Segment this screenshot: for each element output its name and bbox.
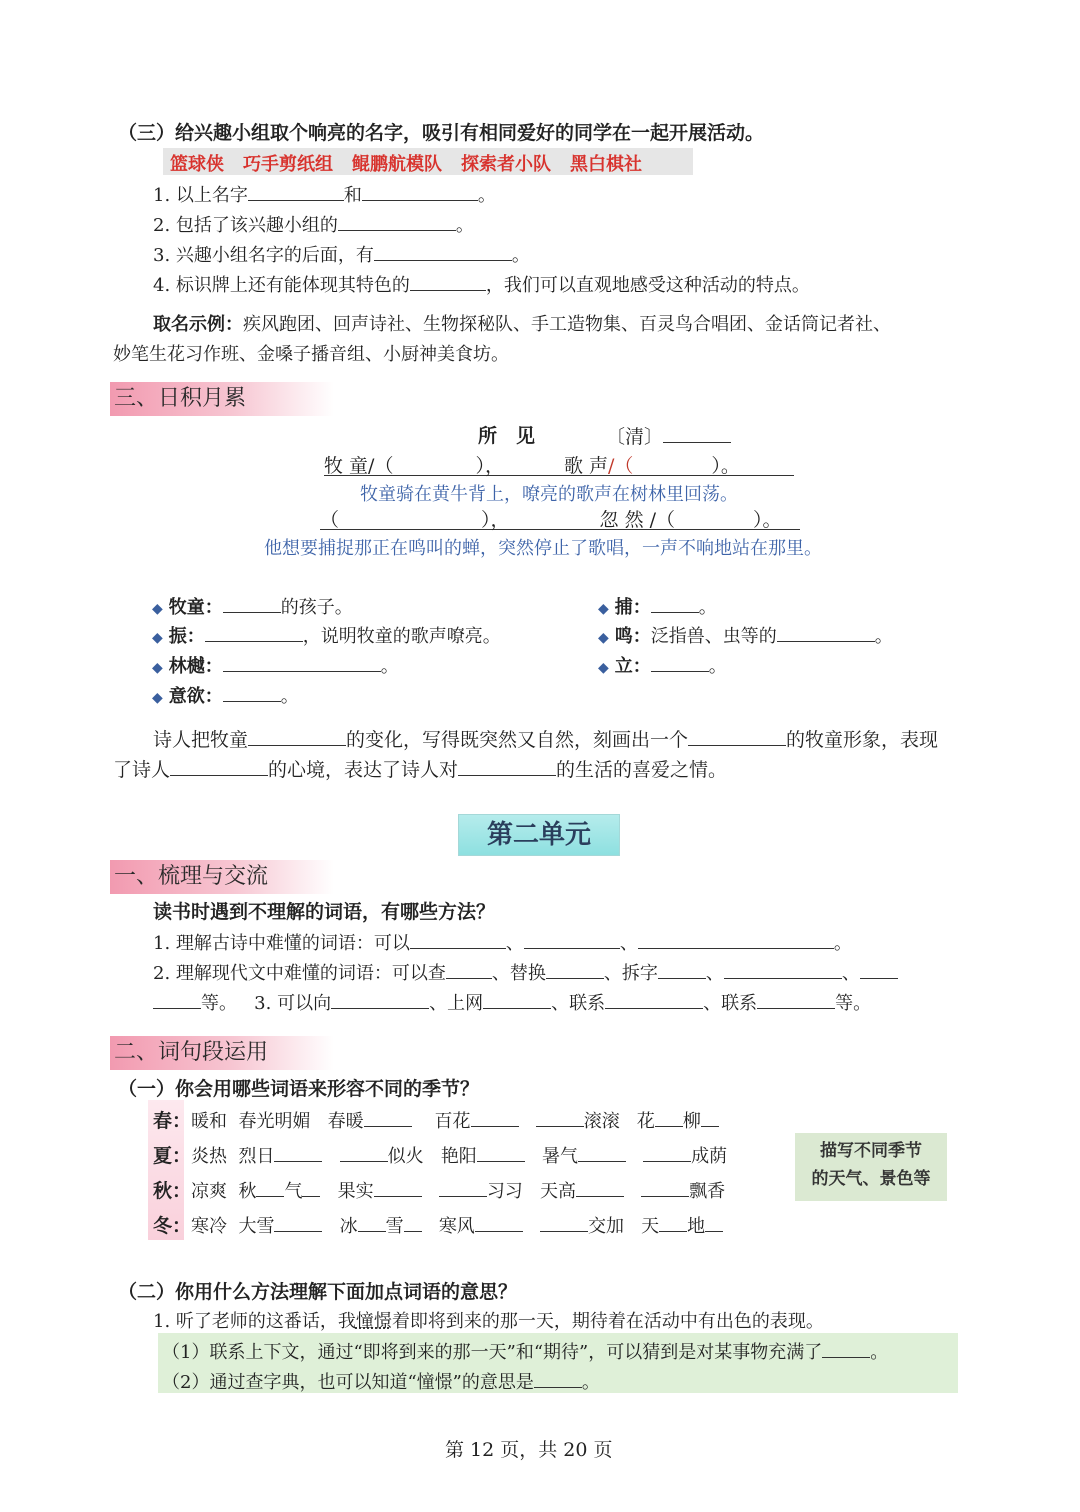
answer-blank[interactable]: [362, 180, 478, 201]
answer-blank[interactable]: [659, 1211, 687, 1232]
season-row-autumn: 秋：凉爽 秋 气 果实 习习 天高 飘香: [153, 1176, 725, 1203]
answer-blank[interactable]: [578, 1141, 626, 1162]
diamond-bullet-icon: ◆: [152, 659, 163, 676]
answer-blank[interactable]: [688, 724, 786, 746]
section-header-usage: 二、词句段运用: [110, 1036, 334, 1070]
diamond-bullet-icon: ◆: [598, 600, 609, 617]
answer-blank[interactable]: [223, 651, 381, 672]
note-zhen: ◆ 振： ，说明牧童的歌声嘹亮。: [152, 621, 501, 648]
answer-blank[interactable]: [340, 1141, 388, 1162]
part3-heading: （三）给兴趣小组取个响亮的名字，吸引有相同爱好的同学在一起开展活动。: [118, 122, 765, 144]
group-name: 巧手剪纸组: [243, 154, 333, 175]
answer-blank[interactable]: [655, 1106, 683, 1127]
question-1: 1. 以上名字 和 。: [153, 180, 496, 207]
section-header-accumulate: 三、日积月累: [110, 382, 334, 416]
answer-blank[interactable]: [170, 754, 268, 776]
answer-blank[interactable]: [860, 958, 898, 979]
answer-blank[interactable]: [638, 928, 834, 949]
answer-blank[interactable]: [410, 928, 506, 949]
answer-blank[interactable]: [205, 621, 303, 642]
answer-blank[interactable]: [536, 1106, 584, 1127]
diamond-bullet-icon: ◆: [598, 659, 609, 676]
diamond-bullet-icon: ◆: [152, 689, 163, 706]
seasons-question: （一）你会用哪些词语来形容不同的季节？: [118, 1078, 480, 1100]
answer-blank[interactable]: [777, 621, 875, 642]
answer-blank[interactable]: [458, 754, 556, 776]
answer-blank[interactable]: [757, 988, 835, 1009]
unit-title: 第二单元: [458, 814, 620, 856]
answer-blank[interactable]: [705, 1211, 723, 1232]
answer-blank[interactable]: [641, 1176, 689, 1197]
group-name: 鲲鹏航模队: [352, 154, 442, 175]
poem-translation-2: 他想要捕捉那正在鸣叫的蝉，突然停止了歌唱，一声不响地站在那里。: [264, 538, 822, 559]
group-name: 篮球侠: [170, 154, 224, 175]
page-number: 第 12 页，共 20 页: [445, 1439, 613, 1461]
answer-blank[interactable]: [302, 1176, 320, 1197]
answer-blank[interactable]: [483, 988, 551, 1009]
poem-line-2: （ ）， 忽 然 /（ ）。: [320, 505, 800, 530]
question-2: 2. 包括了该兴趣小组的 。: [153, 210, 474, 237]
group-name: 探索者小队: [461, 154, 551, 175]
answer-blank[interactable]: [701, 1106, 719, 1127]
poem-title: 所 见: [478, 425, 536, 447]
season-row-spring: 春：暖和 春光明媚 春暖 百花 滚滚 花 柳: [153, 1106, 719, 1133]
answer-blank[interactable]: [524, 928, 620, 949]
answer-blank[interactable]: [374, 1176, 422, 1197]
answer-blank[interactable]: [651, 651, 709, 672]
answer-blank[interactable]: [822, 1337, 870, 1358]
answer-2: （2）通过查字典，也可以知道“憧憬”的意思是 。: [162, 1367, 600, 1394]
method-3: 等。 3. 可以向 、上网 、联系 、联系 等。: [153, 988, 871, 1015]
method-1: 1. 理解古诗中难懂的词语：可以 、 、 。: [153, 928, 852, 955]
answer-blank[interactable]: [651, 592, 699, 613]
methods-question: 读书时遇到不理解的词语，有哪些方法？: [153, 901, 496, 923]
answer-blank[interactable]: [605, 988, 703, 1009]
answer-blank[interactable]: [256, 1176, 284, 1197]
summary-line-2: 了诗人 的心境，表达了诗人对 的生活的喜爱之情。: [113, 754, 727, 782]
question-3: 3. 兴趣小组名字的后面，有 。: [153, 240, 530, 267]
answer-blank[interactable]: [364, 1106, 412, 1127]
note-ming: ◆ 鸣：泛指兽、虫等的 。: [598, 621, 893, 648]
season-row-winter: 冬：寒冷 大雪 冰 雪 寒风 交加 天 地: [153, 1211, 723, 1238]
summary-line-1: 诗人把牧童 的变化，写得既突然又自然，刻画出一个 的牧童形象，表现: [153, 724, 938, 752]
diamond-bullet-icon: ◆: [152, 600, 163, 617]
diamond-bullet-icon: ◆: [152, 629, 163, 646]
answer-blank[interactable]: [540, 1211, 588, 1232]
poem-author: 〔清〕: [606, 421, 731, 449]
answer-blank[interactable]: [663, 421, 731, 443]
answer-blank[interactable]: [439, 1176, 487, 1197]
naming-examples-cont: 妙笔生花习作班、金嗓子播音组、小厨神美食坊。: [113, 344, 509, 365]
answer-blank[interactable]: [658, 958, 706, 979]
answer-blank[interactable]: [274, 1141, 322, 1162]
answer-blank[interactable]: [477, 1141, 525, 1162]
answer-blank[interactable]: [446, 958, 492, 979]
answer-blank[interactable]: [576, 1176, 624, 1197]
naming-examples: 取名示例：疾风跑团、回声诗社、生物探秘队、手工造物集、百灵鸟合唱团、金话筒记者社、: [153, 314, 891, 335]
answer-blank[interactable]: [475, 1211, 523, 1232]
dotted-word: 憧憬: [355, 1311, 392, 1332]
method-2: 2. 理解现代文中难懂的词语：可以查 、替换 、拆字 、 、: [153, 958, 898, 985]
answer-blank[interactable]: [153, 988, 201, 1009]
section-header-review: 一、梳理与交流: [110, 860, 334, 894]
answer-blank[interactable]: [546, 958, 604, 979]
answer-blank[interactable]: [248, 724, 346, 746]
diamond-bullet-icon: ◆: [598, 629, 609, 646]
answer-blank[interactable]: [331, 988, 429, 1009]
poem-line-1: 牧 童/（ ）， 歌 声/（ ）。: [324, 451, 794, 476]
method-question: （二）你用什么方法理解下面加点词语的意思？: [118, 1281, 518, 1303]
note-linyue: ◆ 林樾： 。: [152, 651, 399, 678]
answer-1: （1）联系上下文，通过“即将到来的那一天”和“期待”，可以猜到是对某事物充满了 。: [162, 1337, 888, 1364]
answer-blank[interactable]: [223, 681, 281, 702]
example-sentence: 1. 听了老师的这番话，我憧憬着即将到来的那一天，期待着在活动中有出色的表现。: [153, 1311, 824, 1332]
note-bu: ◆ 捕： 。: [598, 592, 717, 619]
answer-blank[interactable]: [643, 1141, 691, 1162]
answer-blank[interactable]: [223, 592, 281, 613]
note-li: ◆ 立： 。: [598, 651, 727, 678]
note-mutong: ◆ 牧童： 的孩子。: [152, 592, 353, 619]
group-name: 黑白棋社: [570, 154, 642, 175]
answer-blank[interactable]: [404, 1211, 422, 1232]
question-4: 4. 标识牌上还有能体现其特色的 ，我们可以直观地感受这种活动的特点。: [153, 270, 810, 297]
season-hint-box: 描写不同季节 的天气、景色等: [795, 1133, 947, 1201]
season-row-summer: 夏：炎热 烈日 似火 艳阳 暑气 成荫: [153, 1141, 727, 1168]
answer-blank[interactable]: [534, 1367, 582, 1388]
answer-blank[interactable]: [274, 1211, 322, 1232]
poem-translation-1: 牧童骑在黄牛背上，嘹亮的歌声在树林里回荡。: [360, 484, 738, 505]
answer-blank[interactable]: [724, 958, 842, 979]
group-names-bar: [163, 148, 693, 175]
answer-blank[interactable]: [471, 1106, 519, 1127]
answer-blank[interactable]: [374, 240, 512, 261]
answer-blank[interactable]: [248, 180, 344, 201]
answer-blank[interactable]: [338, 210, 456, 231]
answer-blank[interactable]: [358, 1211, 386, 1232]
note-yiyu: ◆ 意欲： 。: [152, 681, 299, 708]
answer-blank[interactable]: [410, 270, 486, 291]
